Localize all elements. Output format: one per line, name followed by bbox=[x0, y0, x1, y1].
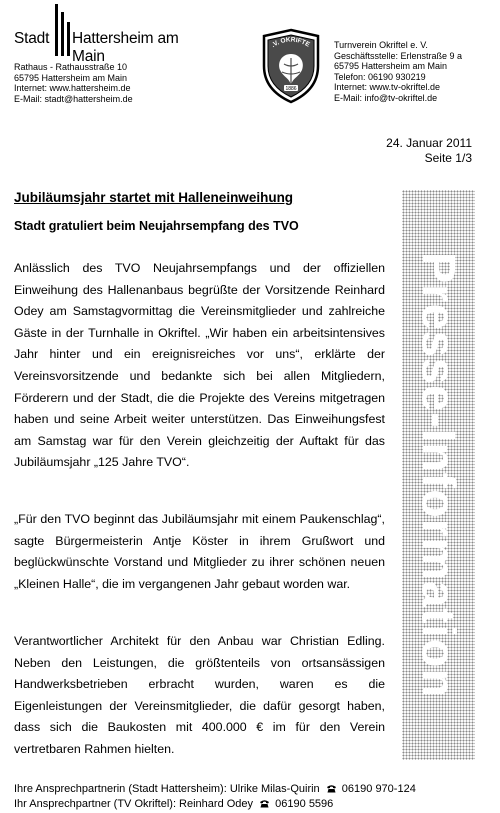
article-paragraph: Verantwortlicher Architekt für den Anbau war Christian Edling. Neben den Leistungen, die größtenteils von ortsansässigen Handwerksbetrieben erbracht wurden, waren es die Eigenleistungen der Vereinsmitglieder, die dafür gesorgt haben, dass sich die Baukosten mit 400.000 € im für den Verein vertretbaren Rahmen hielten. bbox=[14, 634, 385, 756]
contact-line bbox=[14, 798, 416, 813]
club-address-line: Turnverein Okriftel e. V. bbox=[334, 40, 428, 50]
city-logo-word-stadt: Stadt bbox=[14, 30, 50, 47]
contacts bbox=[14, 783, 416, 812]
club-crest-year: 1886 bbox=[285, 86, 297, 92]
club-crest-icon bbox=[260, 28, 322, 104]
telephone-icon bbox=[259, 799, 270, 813]
press-info-sidebar bbox=[402, 190, 475, 760]
city-address bbox=[14, 62, 133, 104]
contact-label: Ihr Ansprechpartner (TV Okriftel): Reinhard Odey bbox=[14, 797, 254, 810]
city-logo-word-name: Hattersheim am Main bbox=[72, 30, 179, 65]
club-address-line: Telefon: 06190 930219 bbox=[334, 71, 426, 82]
club-crest-logo bbox=[260, 28, 322, 104]
club-address-line: 65795 Hattersheim am Main bbox=[334, 61, 448, 72]
club-crest-lettering: .V. OKRIFTE bbox=[270, 36, 311, 50]
club-address-line: Geschäftsstelle: Erlenstraße 9 a bbox=[334, 50, 463, 61]
club-address bbox=[334, 40, 462, 104]
city-logo-bar bbox=[61, 12, 64, 56]
telephone-icon bbox=[326, 784, 337, 798]
date-line: 24. Januar 2011 bbox=[386, 136, 472, 150]
press-info-label: Presse-Information bbox=[412, 251, 465, 699]
city-address-line: 65795 Hattersheim am Main bbox=[14, 72, 128, 83]
city-logo-bar bbox=[67, 22, 70, 56]
contact-line bbox=[14, 783, 416, 798]
city-address-line: E-Mail: stadt@hattersheim.de bbox=[14, 93, 133, 104]
article-paragraph: „Für den TVO beginnt das Jubiläumsjahr mit einem Paukenschlag“, sagte Bürgermeisterin Antje Köster in ihrem Grußwort und beglückwünschte Vorstand und Mitglieder zu ihrer schönen neuen „Kleinen Halle“, die im vergangenen Jahr gebaut worden war. bbox=[14, 512, 385, 591]
contact-phone: 06190 5596 bbox=[275, 797, 334, 810]
contact-phone: 06190 970-124 bbox=[341, 783, 416, 795]
city-address-line: Internet: www.hattersheim.de bbox=[14, 83, 131, 94]
date-block bbox=[386, 136, 472, 165]
city-logo-bar bbox=[55, 4, 58, 56]
city-address-line: Rathaus - Rathausstraße 10 bbox=[14, 62, 128, 72]
article-subtitle: Stadt gratuliert beim Neujahrsempfang des TVO bbox=[14, 219, 299, 233]
club-address-line: Internet: www.tv-okriftel.de bbox=[334, 82, 441, 93]
page-number: Seite 1/3 bbox=[424, 150, 472, 165]
article-paragraph: Anlässlich des TVO Neujahrsempfangs und der offiziellen Einweihung des Hallenanbaus begrüßte der Vorsitzende Reinhard Odey am Samstagvormittag die Vereinsmitglieder und zahlreiche Gäste in der Turnhalle in Okriftel. „Wir haben ein arbeitsintensives Jahr hinter und ein ereignisreiches vor uns“, erklärte der Vereinsvorsitzende und bedankte sich bei allen Mitgliedern, Förderern und der Stadt, die die Projekte des Vereins mitgetragen haben und seine Arbeit weiter unterstützen. Das Einweihungsfest am Samstag war für den Verein gleichzeitig der Auftakt für das Jubiläumsjahr „125 Jahre TVO“. bbox=[14, 261, 385, 470]
contact-label: Ihre Ansprechpartnerin (Stadt Hattersheim): Ulrike Milas-Quirin bbox=[14, 783, 320, 795]
club-address-line: E-Mail: info@tv-okriftel.de bbox=[334, 92, 438, 103]
city-logo bbox=[14, 2, 214, 65]
article-title: Jubiläumsjahr startet mit Halleneinweihung bbox=[14, 190, 294, 205]
